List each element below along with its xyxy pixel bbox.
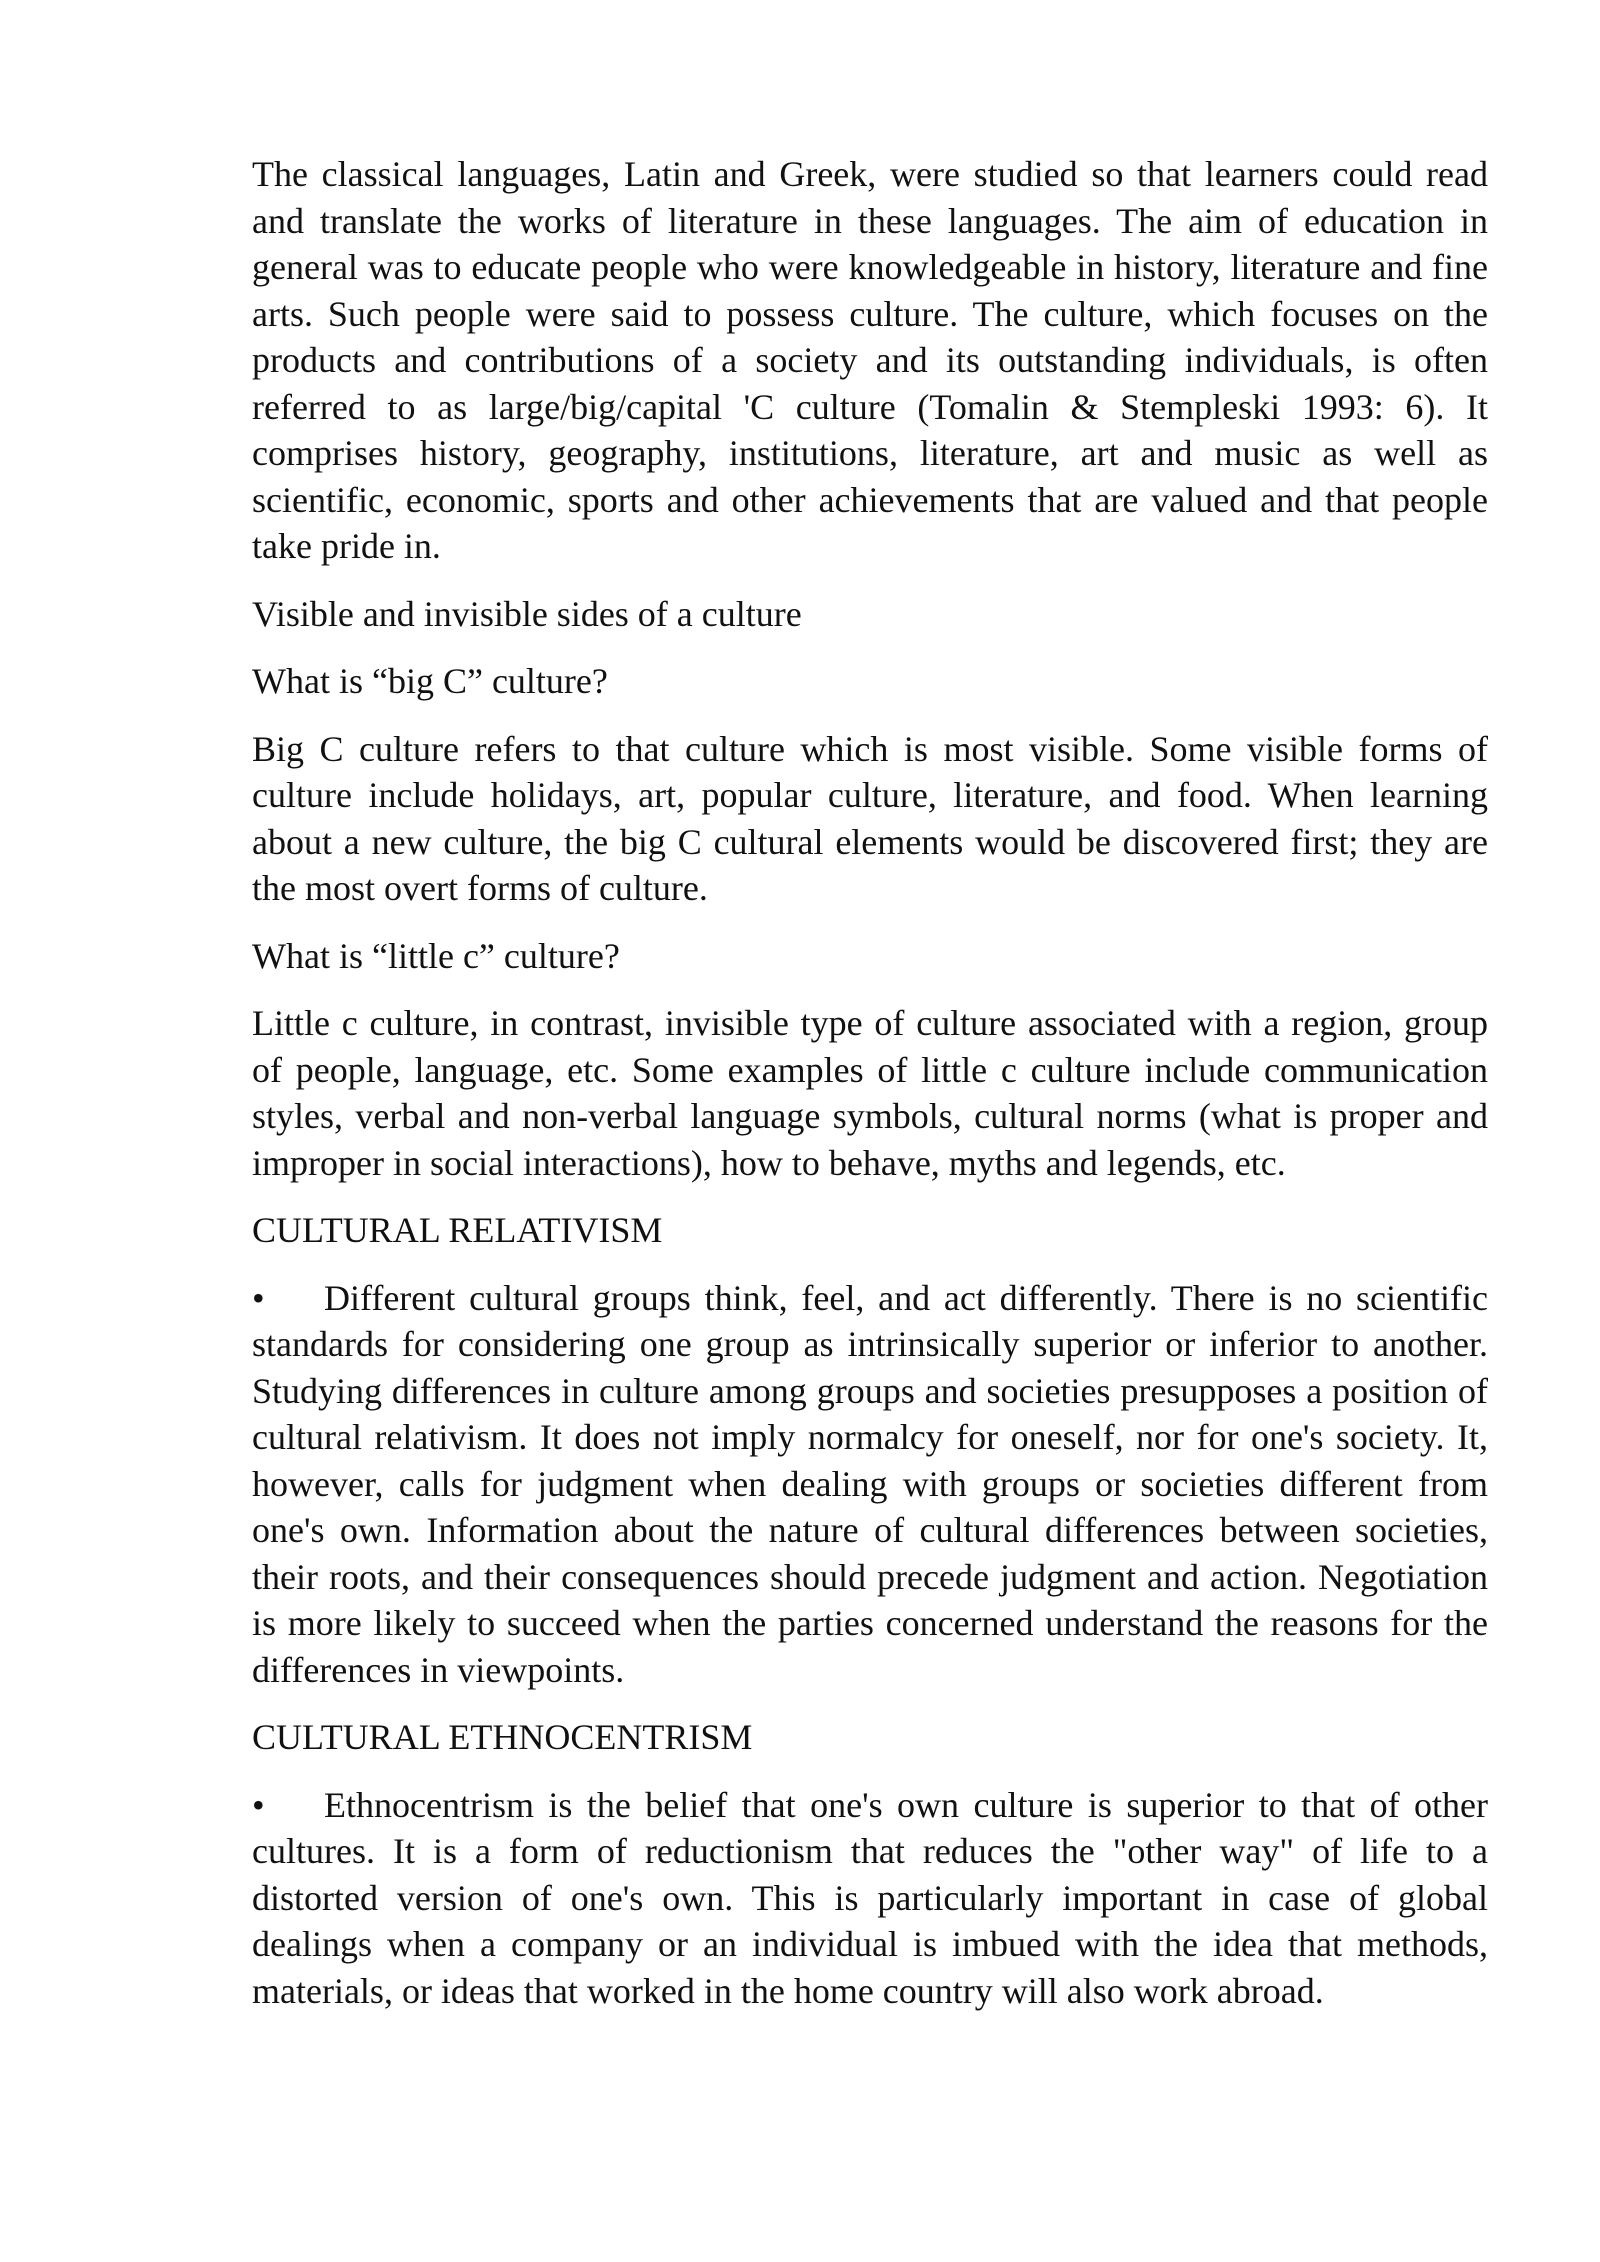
paragraph-big-c-culture: Big C culture refers to that culture which is most visible. Some visible forms of culture include holidays, art, popular culture, literature, and food. When learning about a new culture, the big C cultural elements would be discovered first; they are the most overt forms of culture. xyxy=(252,728,1488,908)
heading-cultural-ethnocentrism: CULTURAL ETHNOCENTRISM xyxy=(252,1717,753,1757)
paragraph-classical-languages: The classical languages, Latin and Greek, were studied so that learners could read and translate the works of literature in these languages. The aim of education in general was to educate people who were knowledgeable in history, literature and fine arts. Such people were said to possess culture. The culture, which focuses on the products and contributions of a society and its outstanding individuals, is often referred to as large/big/capital 'C culture (Tomalin & Stempleski 1993: 6). It comprises history, geography, institutions, literature, art and music as well as scientific, economic, sports and other achievements that are valued and that people take pride in. xyxy=(252,154,1488,566)
document-body xyxy=(252,151,1488,2035)
heading-little-c-culture: What is “little c” culture? xyxy=(252,935,620,976)
heading-big-c-culture: What is “big C” culture? xyxy=(252,661,608,701)
bullet-cultural-ethnocentrism xyxy=(252,1782,1488,2015)
bullet-text-ethnocentrism: Ethnocentrism is the belief that one's own culture is superior to that of other cultures. It is a form of reductionism that reduces the "other way" of life to a distorted version of one's own. This is particularly important in case of global dealings when a company or an individual is imbued with the idea that methods, materials, or ideas that worked in the home country will also work abroad. xyxy=(252,1784,1488,2011)
bullet-cultural-relativism xyxy=(252,1275,1488,1694)
bullet-text-relativism: Different cultural groups think, feel, and act differently. There is no scientific standards for considering one group as intrinsically superior or inferior to another. Studying differences in culture among groups and societies presupposes a position of cultural relativism. It does not imply normalcy for oneself, nor for one's society. It, however, calls for judgment when dealing with groups or societies different from one's own. Information about the nature of cultural differences between societies, their roots, and their consequences should precede judgment and action. Negotiation is more likely to succeed when the parties concerned understand the reasons for the differences in viewpoints. xyxy=(252,1277,1488,1690)
bullet-icon: • xyxy=(252,1784,265,1825)
heading-visible-invisible: Visible and invisible sides of a culture xyxy=(252,593,802,634)
bullet-icon: • xyxy=(252,1277,265,1318)
heading-cultural-relativism: CULTURAL RELATIVISM xyxy=(252,1210,663,1250)
paragraph-little-c-culture: Little c culture, in contrast, invisible type of culture associated with a region, group of people, language, etc. Some examples of little c culture include communication styles, verbal and non-verbal language symbols, cultural norms (what is proper and improper in social interactions), how to behave, myths and legends, etc. xyxy=(252,1003,1488,1183)
